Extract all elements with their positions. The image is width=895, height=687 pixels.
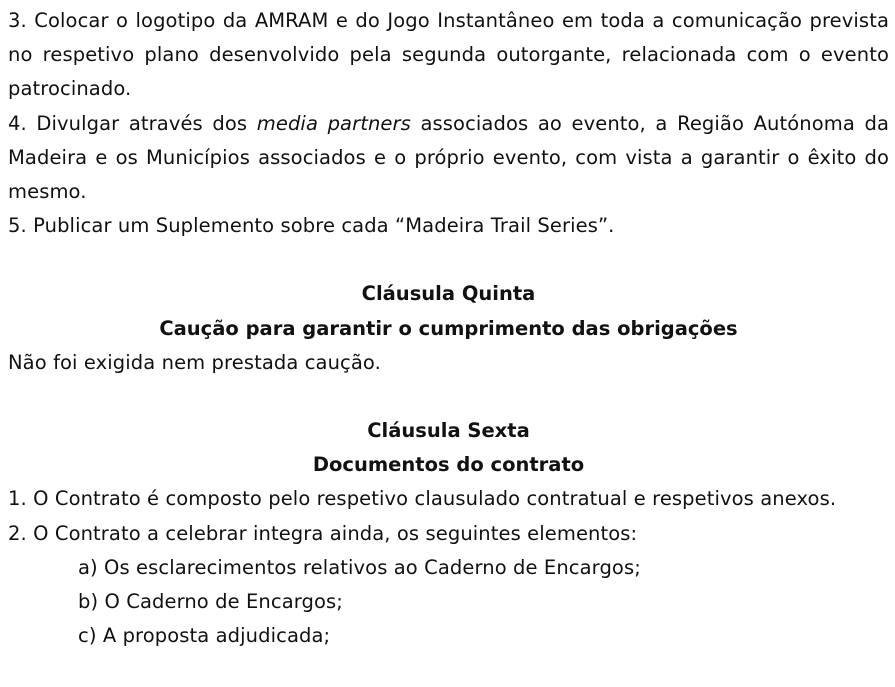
clause-sexta-sub-a: a) Os esclarecimentos relativos ao Caderno de Encargos; [78, 555, 641, 579]
spacer [8, 243, 889, 277]
clause-sexta-sub-b: b) O Caderno de Encargos; [78, 590, 343, 614]
clause-item-4-start: 4. Divulgar através dos [8, 111, 257, 135]
clause-sexta-sub-c: c) A proposta adjudicada; [78, 624, 331, 648]
clause-quinta-subtitle: Caução para garantir o cumprimento das obrigações [159, 316, 738, 340]
spacer [8, 380, 889, 414]
clause-item-4-end: associados ao evento, a Região Autónoma da Madeira e os Municípios associados e o próprio evento, com vista a garantir o êxito do mesmo. [8, 111, 890, 204]
clause-quinta-title: Cláusula Quinta [361, 282, 536, 306]
clause-item-4-emphasis: media partners [256, 111, 411, 135]
clause-item-3: 3. Colocar o logotipo da AMRAM e do Jogo Instantâneo em toda a comunicação prevista no respetivo plano desenvolvido pela segunda outorgante, relacionada com o evento patrocinado. [8, 9, 889, 101]
clause-sexta-subtitle: Documentos do contrato [312, 453, 585, 477]
clause-sexta-item-1: 1. O Contrato é composto pelo respetivo clausulado contratual e respetivos anexos. [8, 487, 837, 511]
clause-quinta-text: Não foi exigida nem prestada caução. [8, 350, 381, 374]
clause-item-5: 5. Publicar um Suplemento sobre cada “Madeira Trail Series”. [8, 214, 615, 238]
clause-sexta-title: Cláusula Sexta [367, 419, 530, 443]
clause-item-4 [8, 107, 889, 210]
clause-sexta-item-2: 2. O Contrato a celebrar integra ainda, os seguintes elementos: [8, 521, 638, 545]
